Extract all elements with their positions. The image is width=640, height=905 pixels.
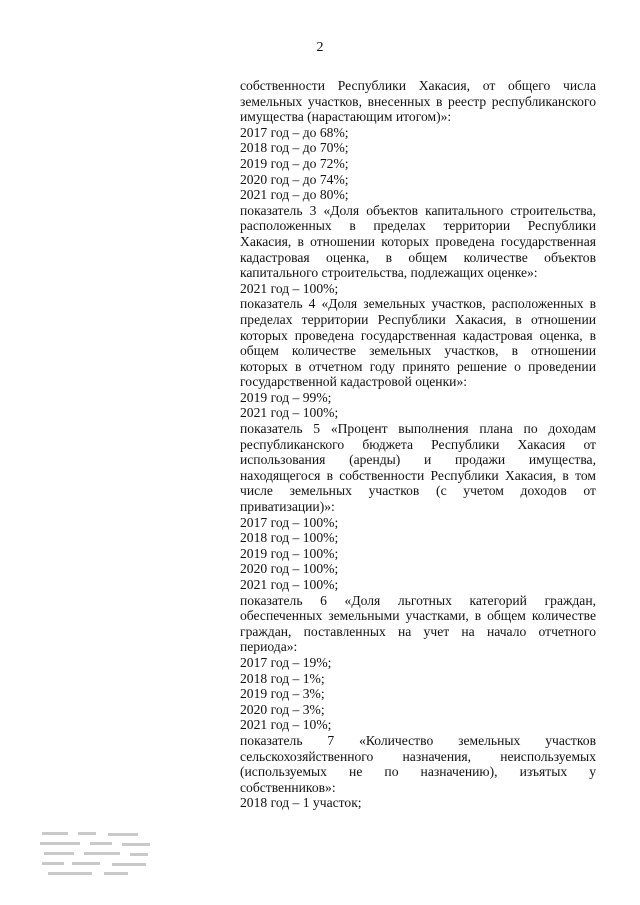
text-line: 2018 год – 1 участок; [240, 795, 362, 811]
text-line: 2021 год – 100%; [240, 577, 339, 592]
text-line: числе земельных участков (с учетом доходов от [240, 483, 596, 499]
text-line: 2019 год – 99%; [240, 389, 332, 405]
text-line: пределах территории Республики Хакасия, в отношении [240, 311, 596, 327]
text-line: 2017 год – 100%; [240, 514, 339, 530]
text-line: 2021 год – 100%; [240, 405, 339, 421]
text-line: 2017 год – до 68%; [240, 124, 349, 140]
text-line: расположенных в пределах территории Республики [240, 218, 596, 234]
text-line: капитального строительства, подлежащих оценке»: [240, 265, 538, 281]
text-line: 2018 год – 1%; [240, 670, 325, 686]
text-line: имущества (нарастающим итогом)»: [240, 109, 452, 125]
text-line: показатель 3 «Доля объектов капитального строительства, [240, 202, 596, 218]
text-line: 2020 год – до 74%; [240, 171, 349, 187]
text-line: 2021 год – 10%; [240, 717, 332, 733]
text-line: показатель 7 «Количество земельных участков [240, 732, 596, 748]
text-line: земельных участков, внесенных в реестр республиканского [240, 93, 596, 109]
text-line: государственной кадастровой оценки»: [240, 374, 468, 390]
text-line: 2018 год – до 70%; [240, 140, 349, 156]
text-line: 2021 год – до 80%; [240, 187, 349, 203]
document-stamp [38, 830, 156, 878]
text-line: (используемых не по назначению), изъятых у [240, 764, 596, 780]
text-line: которых проведена государственная кадастровая оценка, в [240, 327, 596, 343]
text-line: находящегося в собственности Республики Хакасия, в том [240, 467, 596, 483]
text-line: 2018 год – 100%; [240, 530, 339, 546]
text-line: собственников»: [240, 779, 336, 795]
text-line: Хакасия, в отношении которых проведена государственная [240, 233, 596, 249]
text-line: общем количестве земельных участков, в отношении [240, 343, 596, 359]
text-line: 2019 год – 3%; [240, 686, 325, 702]
text-line: республиканского бюджета Республики Хакасия от [240, 436, 596, 452]
page-number: 2 [316, 40, 324, 55]
document-body [240, 78, 596, 811]
text-line: показатель 5 «Процент выполнения плана по доходам [240, 421, 596, 437]
text-line: сельскохозяйственного назначения, неиспользуемых [240, 748, 596, 764]
text-line: кадастровая оценка, в общем количестве объектов [240, 249, 596, 265]
text-line: 2019 год – до 72%; [240, 155, 349, 171]
text-line: использования (аренды) и продажи имущества, [240, 452, 596, 468]
text-line: 2020 год – 100%; [240, 561, 339, 577]
text-line: обеспеченных земельными участками, в общем количестве [240, 608, 596, 624]
text-line: показатель 4 «Доля земельных участков, расположенных в [240, 296, 596, 312]
text-line: 2020 год – 3%; [240, 701, 325, 717]
text-line: показатель 6 «Доля льготных категорий граждан, [240, 592, 596, 608]
text-line: 2021 год – 100%; [240, 280, 339, 296]
text-line: приватизации)»: [240, 499, 335, 515]
text-line: периода»: [240, 639, 298, 655]
text-line: 2019 год – 100%; [240, 545, 339, 561]
text-line: 2017 год – 19%; [240, 654, 332, 670]
text-line: граждан, поставленных на учет на начало отчетного [240, 623, 596, 639]
text-line: собственности Республики Хакасия, от общего числа [240, 78, 596, 93]
text-line: которых в отчетном году принято решение о проведении [240, 358, 596, 374]
